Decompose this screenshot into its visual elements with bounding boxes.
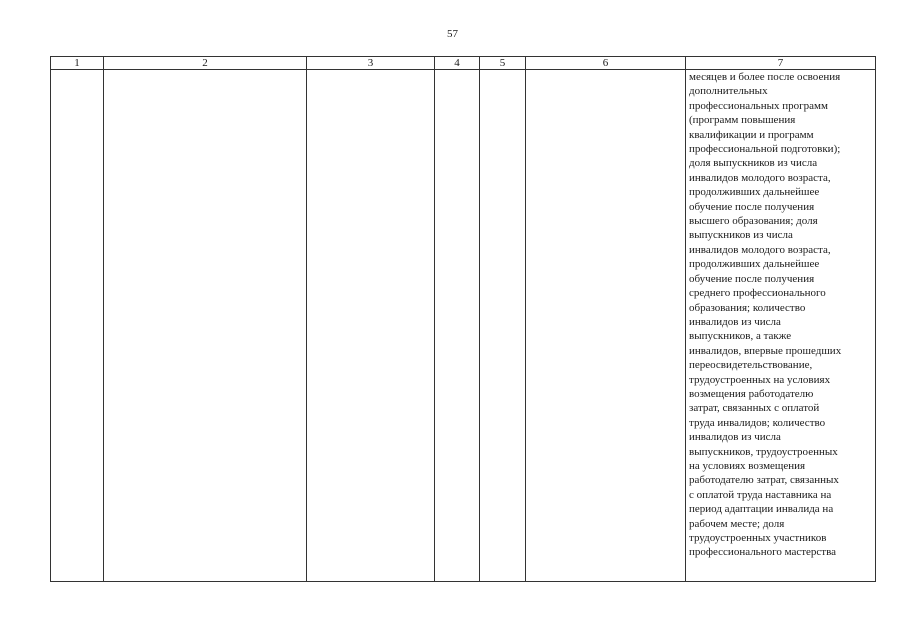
page-number: 57 bbox=[447, 28, 458, 40]
column-header-1: 1 bbox=[51, 57, 104, 70]
text-line: с оплатой труда наставника на bbox=[689, 488, 832, 501]
cell-col-4 bbox=[435, 70, 480, 582]
text-line: доля выпускников из числа bbox=[689, 157, 818, 170]
table-row bbox=[51, 70, 876, 582]
text-line: трудоустроенных участников bbox=[689, 532, 827, 544]
text-line: обучение после получения bbox=[689, 272, 815, 285]
text-line: профессиональной подготовки); bbox=[689, 143, 841, 156]
column-header-6: 6 bbox=[526, 57, 686, 70]
text-line: период адаптации инвалида на bbox=[689, 503, 834, 516]
text-line: возмещения работодателю bbox=[689, 387, 814, 400]
column-header-2: 2 bbox=[104, 57, 307, 70]
column-header-5: 5 bbox=[480, 57, 526, 70]
document-table bbox=[50, 56, 876, 582]
cell-col-1 bbox=[51, 70, 104, 582]
text-line: инвалидов из числа bbox=[689, 431, 781, 444]
text-line: инвалидов молодого возраста, bbox=[689, 171, 831, 184]
cell-col-5 bbox=[480, 70, 526, 582]
text-line: на условиях возмещения bbox=[689, 459, 806, 472]
text-line: выпускников, а также bbox=[689, 330, 792, 343]
text-line: профессиональных программ bbox=[689, 99, 828, 112]
cell-col-7-text bbox=[686, 70, 876, 582]
text-line: трудоустроенных на условиях bbox=[689, 373, 831, 386]
text-line: продолживших дальнейшее bbox=[689, 258, 820, 271]
text-line: инвалидов из числа bbox=[689, 315, 781, 328]
text-line: (программ повышения bbox=[689, 114, 796, 127]
text-line: квалификации и программ bbox=[689, 128, 814, 141]
cell-col-3 bbox=[307, 70, 435, 582]
text-line: выпускников, трудоустроенных bbox=[689, 445, 838, 458]
text-line: месяцев и более после освоения bbox=[689, 71, 841, 83]
text-line: высшего образования; доля bbox=[689, 215, 818, 228]
table-header-row bbox=[51, 57, 876, 70]
text-line: рабочем месте; доля bbox=[689, 517, 785, 530]
text-line: среднего профессионального bbox=[689, 287, 826, 300]
text-line: дополнительных bbox=[689, 85, 768, 98]
text-line: продолживших дальнейшее bbox=[689, 186, 820, 199]
column-header-7: 7 bbox=[686, 57, 876, 70]
cell-col-2 bbox=[104, 70, 307, 582]
text-line: труда инвалидов; количество bbox=[689, 416, 826, 429]
text-line: переосвидетельствование, bbox=[689, 359, 813, 372]
text-line: работодателю затрат, связанных bbox=[689, 474, 839, 487]
text-line: инвалидов, впервые прошедших bbox=[689, 344, 842, 357]
text-line: обучение после получения bbox=[689, 200, 815, 213]
text-line: профессионального мастерства bbox=[689, 546, 837, 559]
text-line: инвалидов молодого возраста, bbox=[689, 243, 831, 256]
text-line: образования; количество bbox=[689, 301, 806, 314]
column-header-4: 4 bbox=[435, 57, 480, 70]
cell-col-6 bbox=[526, 70, 686, 582]
column-header-3: 3 bbox=[307, 57, 435, 70]
text-line: выпускников из числа bbox=[689, 229, 793, 242]
text-line: затрат, связанных с оплатой bbox=[689, 402, 820, 415]
